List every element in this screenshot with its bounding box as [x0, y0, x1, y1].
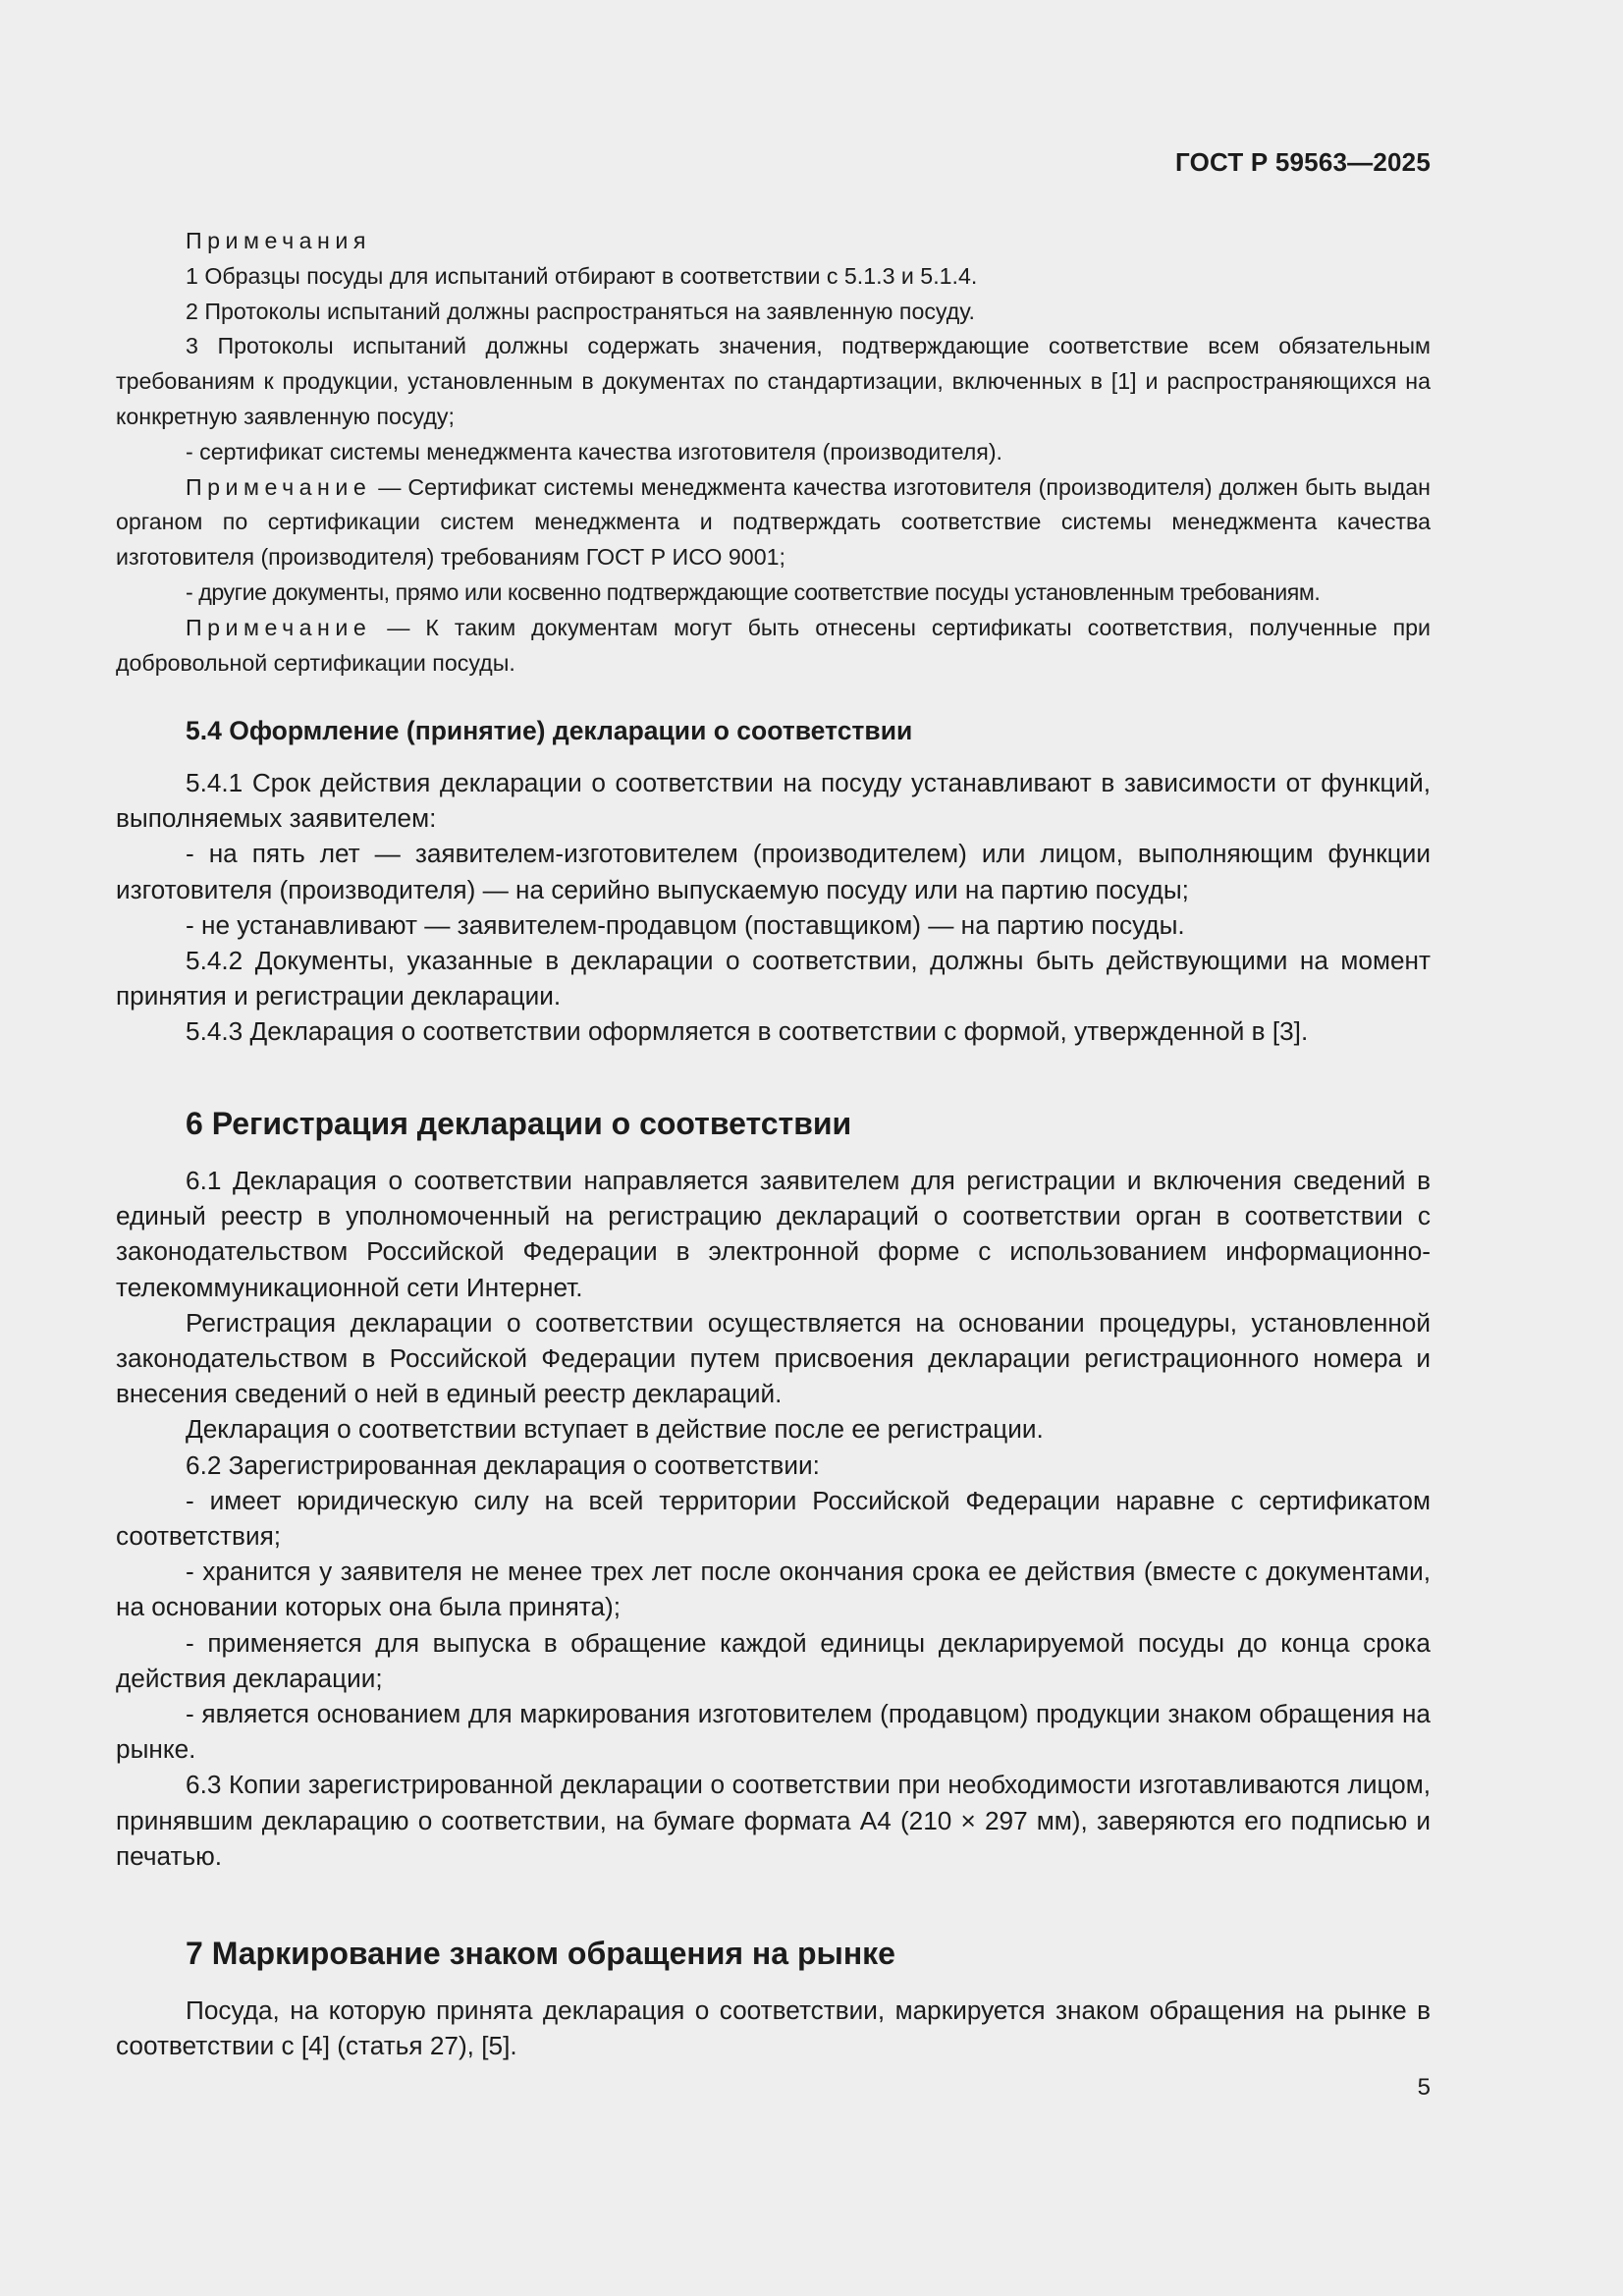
note-label: Примечание: [186, 614, 372, 640]
section-5-4: [116, 713, 1431, 1050]
list-item: - не устанавливают — заявителем-продавцом (поставщиком) — на партию посуды.: [186, 909, 1185, 940]
note-item-1: 1 Образцы посуды для испытаний отбирают в соответствии с 5.1.3 и 5.1.4.: [186, 262, 978, 289]
paragraph: 6.1 Декларация о соответствии направляется заявителем для регистрации и включения сведений в единый реестр в уполномоченный на регистрацию деклараций о соответствии орган в соответствии с законодательством Российской Федерации в электронной форме с использованием информационно-телекоммуникационной сети Интернет.: [116, 1166, 1431, 1302]
note-other-documents: [116, 611, 1431, 682]
bullet-other-documents: - другие документы, прямо или косвенно подтверждающие соответствие посуды установленным требованиям.: [186, 578, 1321, 605]
section-6: [116, 1104, 1431, 1874]
section-6-heading: 6 Регистрация декларации о соответствии: [186, 1106, 852, 1141]
note-text: — К таким документам могут быть отнесены сертификаты соответствия, полученные при добровольной сертификации посуды.: [116, 614, 1431, 676]
paragraph: 5.4.1 Срок действия декларации о соответствии на посуду устанавливают в зависимости от функций, выполняемых заявителем:: [116, 768, 1431, 834]
list-item: - хранится у заявителя не менее трех лет после окончания срока ее действия (вместе с документами, на основании которых она была принята);: [116, 1557, 1431, 1622]
list-item: - имеет юридическую силу на всей территории Российской Федерации наравне с сертификатом соответствия;: [116, 1485, 1431, 1552]
paragraph: 6.3 Копии зарегистрированной декларации о соответствии при необходимости изготавливаются лицом, принявшим декларацию о соответствии, на бумаге формата А4 (210 × 297 мм), заверяются его подписью и печатью.: [116, 1770, 1431, 1871]
list-item: - на пять лет — заявителем-изготовителем (производителем) или лицом, выполняющим функции изготовителя (производителя) — на серийно выпускаемую посуду или на партию посуды;: [116, 839, 1431, 904]
list-item: - является основанием для маркирования изготовителем (продавцом) продукции знаком обращения на рынке.: [116, 1699, 1431, 1765]
paragraph: Посуда, на которую принята декларация о соответствии, маркируется знаком обращения на рынке в соответствии с [4] (статья 27), [5].: [116, 1995, 1431, 2061]
page-number: 5: [1417, 2074, 1431, 2101]
section-7: [116, 1934, 1431, 2063]
note-quality-certificate: [116, 470, 1431, 575]
paragraph: 5.4.3 Декларация о соответствии оформляется в соответствии с формой, утвержденной в [3].: [186, 1016, 1309, 1047]
note-item-3: 3 Протоколы испытаний должны содержать значения, подтверждающие соответствие всем обязательным требованиям к продукции, установленным в документах по стандартизации, включенных в [1] и распространяющихся на конкретную заявленную посуду;: [116, 333, 1431, 429]
bullet-quality-certificate: - сертификат системы менеджмента качества изготовителя (производителя).: [186, 438, 1002, 465]
document-id-header: ГОСТ Р 59563—2025: [1175, 147, 1431, 177]
paragraph: Регистрация декларации о соответствии осуществляется на основании процедуры, установленной законодательством в Российской Федерации путем присвоения декларации регистрационного номера и внесения сведений о ней в единый реестр деклараций.: [116, 1307, 1431, 1409]
paragraph: 6.2 Зарегистрированная декларация о соответствии:: [186, 1449, 820, 1480]
note-label: Примечание: [186, 473, 372, 500]
notes-title: Примечания: [186, 228, 371, 253]
paragraph: Декларация о соответствии вступает в действие после ее регистрации.: [186, 1414, 1044, 1445]
paragraph: 5.4.2 Документы, указанные в декларации о соответствии, должны быть действующими на момент принятия и регистрации декларации.: [116, 946, 1431, 1011]
section-7-heading: 7 Маркирование знаком обращения на рынке: [186, 1936, 895, 1971]
note-item-2: 2 Протоколы испытаний должны распространяться на заявленную посуду.: [186, 298, 975, 324]
list-item: - применяется для выпуска в обращение каждой единицы декларируемой посуды до конца срока действия декларации;: [116, 1627, 1431, 1693]
section-5-4-heading: 5.4 Оформление (принятие) декларации о соответствии: [186, 716, 913, 745]
note-text: — Сертификат системы менеджмента качества изготовителя (производителя) должен быть выдан органом по сертификации систем менеджмента и подтверждать соответствие системы менеджмента качества изготовителя (производителя) требованиям ГОСТ Р ИСО 9001;: [116, 473, 1431, 571]
notes-block: [116, 224, 1431, 681]
